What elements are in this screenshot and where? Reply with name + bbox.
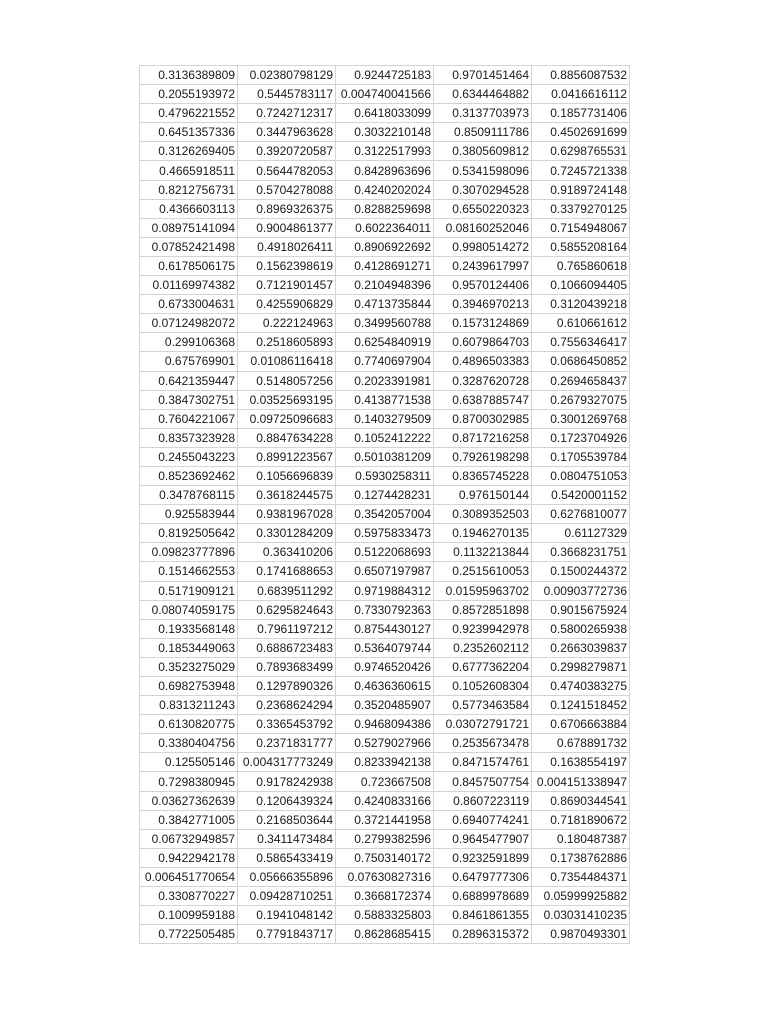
table-cell[interactable]: 0.4138771538	[336, 390, 434, 409]
table-cell[interactable]: 0.6344464882	[434, 85, 532, 104]
table-cell[interactable]: 0.2168503644	[238, 810, 336, 829]
table-cell[interactable]: 0.5930258311	[336, 466, 434, 485]
table-cell[interactable]: 0.9381967028	[238, 505, 336, 524]
table-cell[interactable]: 0.6298765531	[532, 142, 630, 161]
table-cell[interactable]: 0.5122068693	[336, 543, 434, 562]
table-row	[140, 352, 630, 371]
table-cell[interactable]: 0.07852421498	[140, 237, 238, 256]
table-cell[interactable]: 0.5364079744	[336, 638, 434, 657]
table-cell[interactable]: 0.1274428231	[336, 486, 434, 505]
table-cell[interactable]: 0.8628685415	[336, 925, 434, 944]
table-cell[interactable]: 0.61127329	[532, 524, 630, 543]
table-cell[interactable]: 0.6418033099	[336, 104, 434, 123]
table-cell[interactable]: 0.09428710251	[238, 887, 336, 906]
table-cell[interactable]: 0.6022364011	[336, 218, 434, 237]
table-cell[interactable]: 0.1638554197	[532, 753, 630, 772]
table-cell[interactable]: 0.2679327075	[532, 390, 630, 409]
table-cell[interactable]: 0.5773463584	[434, 696, 532, 715]
table-cell[interactable]: 0.3136389809	[140, 66, 238, 85]
table-cell[interactable]: 0.0416616112	[532, 85, 630, 104]
table-cell[interactable]: 0.6982753948	[140, 677, 238, 696]
table-cell[interactable]: 0.4366603113	[140, 199, 238, 218]
table-cell[interactable]: 0.9004861377	[238, 218, 336, 237]
table-cell[interactable]: 0.5420001152	[532, 486, 630, 505]
table-cell[interactable]: 0.004317773249	[238, 753, 336, 772]
table-cell[interactable]: 0.1241518452	[532, 696, 630, 715]
table-cell[interactable]: 0.2371831777	[238, 734, 336, 753]
table-cell[interactable]: 0.1941048142	[238, 906, 336, 925]
table-cell[interactable]: 0.1056696839	[238, 466, 336, 485]
table-cell[interactable]: 0.4636360615	[336, 677, 434, 696]
table-cell[interactable]: 0.7926198298	[434, 447, 532, 466]
table-cell[interactable]: 0.1741688653	[238, 562, 336, 581]
table-cell[interactable]: 0.03627362639	[140, 791, 238, 810]
table-cell[interactable]: 0.1514662553	[140, 562, 238, 581]
table-cell[interactable]: 0.4896503383	[434, 352, 532, 371]
table-cell[interactable]: 0.8906922692	[336, 237, 434, 256]
table-cell[interactable]: 0.6507197987	[336, 562, 434, 581]
table-row	[140, 486, 630, 505]
table-cell[interactable]: 0.08975141094	[140, 218, 238, 237]
table-cell[interactable]: 0.0686450852	[532, 352, 630, 371]
table-cell[interactable]: 0.3668231751	[532, 543, 630, 562]
table-cell[interactable]: 0.2518605893	[238, 333, 336, 352]
table-cell[interactable]: 0.0804751053	[532, 466, 630, 485]
table-cell[interactable]: 0.01169974382	[140, 276, 238, 295]
table-cell[interactable]: 0.3301284209	[238, 524, 336, 543]
table-cell[interactable]: 0.1009959188	[140, 906, 238, 925]
table-cell[interactable]: 0.07124982072	[140, 314, 238, 333]
table-cell[interactable]: 0.004151338947	[532, 772, 630, 791]
table-row	[140, 810, 630, 829]
table-cell[interactable]: 0.3805609812	[434, 142, 532, 161]
table-cell[interactable]: 0.2368624294	[238, 696, 336, 715]
table-cell[interactable]: 0.6254840919	[336, 333, 434, 352]
table-cell[interactable]: 0.9570124406	[434, 276, 532, 295]
table-row	[140, 390, 630, 409]
table-cell[interactable]: 0.3847302751	[140, 390, 238, 409]
table-row	[140, 753, 630, 772]
table-cell[interactable]: 0.7604221067	[140, 409, 238, 428]
table-cell[interactable]: 0.7330792363	[336, 600, 434, 619]
table-cell[interactable]: 0.6839511292	[238, 581, 336, 600]
table-cell[interactable]: 0.8313211243	[140, 696, 238, 715]
table-cell[interactable]: 0.5010381209	[336, 447, 434, 466]
table-cell[interactable]: 0.3379270125	[532, 199, 630, 218]
table-cell[interactable]: 0.8754430127	[336, 619, 434, 638]
table-cell[interactable]: 0.00903772736	[532, 581, 630, 600]
table-cell[interactable]: 0.3520485907	[336, 696, 434, 715]
table-cell[interactable]: 0.3411473484	[238, 829, 336, 848]
table-cell[interactable]: 0.9178242938	[238, 772, 336, 791]
table-cell[interactable]: 0.2455043223	[140, 447, 238, 466]
table-cell[interactable]: 0.8969326375	[238, 199, 336, 218]
table-cell[interactable]: 0.7556346417	[532, 333, 630, 352]
table-cell[interactable]: 0.7503140172	[336, 848, 434, 867]
table-cell[interactable]: 0.3308770227	[140, 887, 238, 906]
table-cell[interactable]: 0.5341598096	[434, 161, 532, 180]
table-cell[interactable]: 0.1723704926	[532, 428, 630, 447]
table-row	[140, 925, 630, 944]
table-cell[interactable]: 0.8847634228	[238, 428, 336, 447]
table-cell[interactable]: 0.2535673478	[434, 734, 532, 753]
table-cell[interactable]: 0.8991223567	[238, 447, 336, 466]
table-row	[140, 677, 630, 696]
table-row	[140, 505, 630, 524]
table-cell[interactable]: 0.3920720587	[238, 142, 336, 161]
table-cell[interactable]: 0.7722505485	[140, 925, 238, 944]
table-cell[interactable]: 0.6276810077	[532, 505, 630, 524]
table-cell[interactable]: 0.8509111786	[434, 123, 532, 142]
table-cell[interactable]: 0.4255906829	[238, 295, 336, 314]
table-cell[interactable]: 0.6295824643	[238, 600, 336, 619]
table-cell[interactable]: 0.1132213844	[434, 543, 532, 562]
table-cell[interactable]: 0.9015675924	[532, 600, 630, 619]
table-cell[interactable]: 0.8700302985	[434, 409, 532, 428]
table-cell[interactable]: 0.5800265938	[532, 619, 630, 638]
table-row	[140, 66, 630, 85]
table-cell[interactable]: 0.2352602112	[434, 638, 532, 657]
table-cell[interactable]: 0.6940774241	[434, 810, 532, 829]
table-cell[interactable]: 0.9645477907	[434, 829, 532, 848]
table-cell[interactable]: 0.1206439324	[238, 791, 336, 810]
table-cell[interactable]: 0.9244725183	[336, 66, 434, 85]
table-cell[interactable]: 0.08074059175	[140, 600, 238, 619]
table-cell[interactable]: 0.7961197212	[238, 619, 336, 638]
table-cell[interactable]: 0.6387885747	[434, 390, 532, 409]
table-cell[interactable]: 0.2998279871	[532, 657, 630, 676]
table-cell[interactable]: 0.7121901457	[238, 276, 336, 295]
table-cell[interactable]: 0.3137703973	[434, 104, 532, 123]
table-cell[interactable]: 0.1738762886	[532, 848, 630, 867]
table-cell[interactable]: 0.6550220323	[434, 199, 532, 218]
table-cell[interactable]: 0.723667508	[336, 772, 434, 791]
table-cell[interactable]: 0.363410206	[238, 543, 336, 562]
table-cell[interactable]: 0.03072791721	[434, 715, 532, 734]
table-cell[interactable]: 0.9719884312	[336, 581, 434, 600]
table-cell[interactable]: 0.4240833166	[336, 791, 434, 810]
table-row	[140, 848, 630, 867]
table-cell[interactable]: 0.3478768115	[140, 486, 238, 505]
table-cell[interactable]: 0.3542057004	[336, 505, 434, 524]
table-cell[interactable]: 0.3842771005	[140, 810, 238, 829]
table-row	[140, 180, 630, 199]
table-cell[interactable]: 0.8457507754	[434, 772, 532, 791]
table-cell[interactable]: 0.006451770654	[140, 867, 238, 886]
table-cell[interactable]: 0.1297890326	[238, 677, 336, 696]
table-cell[interactable]: 0.7181890672	[532, 810, 630, 829]
table-row	[140, 371, 630, 390]
table-row	[140, 142, 630, 161]
table-row	[140, 772, 630, 791]
table-cell[interactable]: 0.05999925882	[532, 887, 630, 906]
table-cell[interactable]: 0.2055193972	[140, 85, 238, 104]
table-cell[interactable]: 0.3365453792	[238, 715, 336, 734]
table-cell[interactable]: 0.3032210148	[336, 123, 434, 142]
table-cell[interactable]: 0.4665918511	[140, 161, 238, 180]
table-row	[140, 256, 630, 275]
table-cell[interactable]: 0.7298380945	[140, 772, 238, 791]
table-cell[interactable]: 0.6451357336	[140, 123, 238, 142]
table-cell[interactable]: 0.3070294528	[434, 180, 532, 199]
table-cell[interactable]: 0.3447963628	[238, 123, 336, 142]
table-cell[interactable]: 0.3946970213	[434, 295, 532, 314]
table-row	[140, 466, 630, 485]
table-cell[interactable]: 0.6479777306	[434, 867, 532, 886]
table-cell[interactable]: 0.5704278088	[238, 180, 336, 199]
table-cell[interactable]: 0.5865433419	[238, 848, 336, 867]
table-cell[interactable]: 0.5148057256	[238, 371, 336, 390]
table-cell[interactable]: 0.8428963696	[336, 161, 434, 180]
table-cell[interactable]: 0.6706663884	[532, 715, 630, 734]
table-cell[interactable]: 0.1853449063	[140, 638, 238, 657]
table-cell[interactable]: 0.5445783117	[238, 85, 336, 104]
table-cell[interactable]: 0.7893683499	[238, 657, 336, 676]
table-cell[interactable]: 0.1052608304	[434, 677, 532, 696]
table-row	[140, 409, 630, 428]
table-cell[interactable]: 0.8690344541	[532, 791, 630, 810]
table-body	[140, 66, 630, 944]
table-cell[interactable]: 0.3523275029	[140, 657, 238, 676]
table-cell[interactable]: 0.9239942978	[434, 619, 532, 638]
table-cell[interactable]: 0.3287620728	[434, 371, 532, 390]
table-cell[interactable]: 0.9870493301	[532, 925, 630, 944]
table-cell[interactable]: 0.3380404756	[140, 734, 238, 753]
table-cell[interactable]: 0.125505146	[140, 753, 238, 772]
table-row	[140, 867, 630, 886]
table-row	[140, 123, 630, 142]
table-cell[interactable]: 0.09725096683	[238, 409, 336, 428]
table-cell[interactable]: 0.6886723483	[238, 638, 336, 657]
table-row	[140, 524, 630, 543]
table-cell[interactable]: 0.222124963	[238, 314, 336, 333]
table-cell[interactable]: 0.01086116418	[238, 352, 336, 371]
table-cell[interactable]: 0.8192505642	[140, 524, 238, 543]
table-row	[140, 562, 630, 581]
table-cell[interactable]: 0.2439617997	[434, 256, 532, 275]
table-cell[interactable]: 0.1052412222	[336, 428, 434, 447]
table-cell[interactable]: 0.2799382596	[336, 829, 434, 848]
table-cell[interactable]: 0.1573124869	[434, 314, 532, 333]
table-cell[interactable]: 0.8572851898	[434, 600, 532, 619]
table-cell[interactable]: 0.7791843717	[238, 925, 336, 944]
table-row	[140, 218, 630, 237]
table-cell[interactable]: 0.765860618	[532, 256, 630, 275]
table-cell[interactable]: 0.9701451464	[434, 66, 532, 85]
table-cell[interactable]: 0.8212756731	[140, 180, 238, 199]
data-table	[139, 65, 630, 944]
table-cell[interactable]: 0.8607223119	[434, 791, 532, 810]
table-cell[interactable]: 0.8288259698	[336, 199, 434, 218]
table-cell[interactable]: 0.1705539784	[532, 447, 630, 466]
table-row	[140, 887, 630, 906]
table-cell[interactable]: 0.7242712317	[238, 104, 336, 123]
table-cell[interactable]: 0.1066094405	[532, 276, 630, 295]
table-cell[interactable]: 0.07630827316	[336, 867, 434, 886]
table-cell[interactable]: 0.3089352503	[434, 505, 532, 524]
table-row	[140, 638, 630, 657]
table-cell[interactable]: 0.610661612	[532, 314, 630, 333]
table-cell[interactable]: 0.4918026411	[238, 237, 336, 256]
table-row	[140, 447, 630, 466]
table-cell[interactable]: 0.2104948396	[336, 276, 434, 295]
table-row	[140, 906, 630, 925]
table-cell[interactable]: 0.2694658437	[532, 371, 630, 390]
table-row	[140, 199, 630, 218]
table-cell[interactable]: 0.9422942178	[140, 848, 238, 867]
table-cell[interactable]: 0.1562398619	[238, 256, 336, 275]
table-row	[140, 734, 630, 753]
table-cell[interactable]: 0.8357323928	[140, 428, 238, 447]
table-cell[interactable]: 0.675769901	[140, 352, 238, 371]
table-row	[140, 791, 630, 810]
table-cell[interactable]: 0.6777362204	[434, 657, 532, 676]
table-cell[interactable]: 0.5883325803	[336, 906, 434, 925]
table-cell[interactable]: 0.01595963702	[434, 581, 532, 600]
table-cell[interactable]: 0.3618244575	[238, 486, 336, 505]
table-cell[interactable]: 0.9189724148	[532, 180, 630, 199]
table-cell[interactable]: 0.4740383275	[532, 677, 630, 696]
table-cell[interactable]: 0.9746520426	[336, 657, 434, 676]
table-row	[140, 696, 630, 715]
table-cell[interactable]: 0.8523692462	[140, 466, 238, 485]
table-cell[interactable]: 0.4502691699	[532, 123, 630, 142]
table-cell[interactable]: 0.02380798129	[238, 66, 336, 85]
table-cell[interactable]: 0.2663039837	[532, 638, 630, 657]
table-cell[interactable]: 0.4128691271	[336, 256, 434, 275]
table-cell[interactable]: 0.2896315372	[434, 925, 532, 944]
table-cell[interactable]: 0.6130820775	[140, 715, 238, 734]
table-cell[interactable]: 0.5644782053	[238, 161, 336, 180]
table-row	[140, 829, 630, 848]
table-cell[interactable]: 0.3668172374	[336, 887, 434, 906]
table-cell[interactable]: 0.5171909121	[140, 581, 238, 600]
table-row	[140, 276, 630, 295]
table-cell[interactable]: 0.6178506175	[140, 256, 238, 275]
table-row	[140, 600, 630, 619]
table-cell[interactable]: 0.678891732	[532, 734, 630, 753]
table-row	[140, 619, 630, 638]
table-cell[interactable]: 0.6079864703	[434, 333, 532, 352]
table-cell[interactable]: 0.3499560788	[336, 314, 434, 333]
table-row	[140, 581, 630, 600]
table-row	[140, 104, 630, 123]
table-cell[interactable]: 0.1933568148	[140, 619, 238, 638]
table-cell[interactable]: 0.5855208164	[532, 237, 630, 256]
table-cell[interactable]: 0.7245721338	[532, 161, 630, 180]
table-cell[interactable]: 0.2515610053	[434, 562, 532, 581]
table-cell[interactable]: 0.5279027966	[336, 734, 434, 753]
table-cell[interactable]: 0.8471574761	[434, 753, 532, 772]
table-row	[140, 314, 630, 333]
table-cell[interactable]: 0.9468094386	[336, 715, 434, 734]
table-cell[interactable]: 0.09823777896	[140, 543, 238, 562]
table-cell[interactable]: 0.1857731406	[532, 104, 630, 123]
table-cell[interactable]: 0.9980514272	[434, 237, 532, 256]
table-cell[interactable]: 0.1500244372	[532, 562, 630, 581]
table-cell[interactable]: 0.1403279509	[336, 409, 434, 428]
table-row	[140, 161, 630, 180]
table-row	[140, 657, 630, 676]
table-cell[interactable]: 0.2023391981	[336, 371, 434, 390]
table-cell[interactable]: 0.03525693195	[238, 390, 336, 409]
table-cell[interactable]: 0.8856087532	[532, 66, 630, 85]
table-cell[interactable]: 0.6889978689	[434, 887, 532, 906]
table-cell[interactable]: 0.1946270135	[434, 524, 532, 543]
table-cell[interactable]: 0.299106368	[140, 333, 238, 352]
table-cell[interactable]: 0.8233942138	[336, 753, 434, 772]
table-row	[140, 715, 630, 734]
table-cell[interactable]: 0.08160252046	[434, 218, 532, 237]
table-cell[interactable]: 0.925583944	[140, 505, 238, 524]
table-cell[interactable]: 0.8717216258	[434, 428, 532, 447]
table-cell[interactable]: 0.4713735844	[336, 295, 434, 314]
table-cell[interactable]: 0.976150144	[434, 486, 532, 505]
table-row	[140, 428, 630, 447]
table-row	[140, 85, 630, 104]
table-cell[interactable]: 0.8461861355	[434, 906, 532, 925]
table-cell[interactable]: 0.03031410235	[532, 906, 630, 925]
table-cell[interactable]: 0.004740041566	[336, 85, 434, 104]
table-cell[interactable]: 0.9232591899	[434, 848, 532, 867]
table-cell[interactable]: 0.6421359447	[140, 371, 238, 390]
table-cell[interactable]: 0.4796221552	[140, 104, 238, 123]
table-cell[interactable]: 0.7740697904	[336, 352, 434, 371]
table-row	[140, 295, 630, 314]
table-cell[interactable]: 0.7154948067	[532, 218, 630, 237]
table-cell[interactable]: 0.5975833473	[336, 524, 434, 543]
table-cell[interactable]: 0.7354484371	[532, 867, 630, 886]
table-row	[140, 543, 630, 562]
table-cell[interactable]: 0.180487387	[532, 829, 630, 848]
table-cell[interactable]: 0.05666355896	[238, 867, 336, 886]
table-row	[140, 333, 630, 352]
table-row	[140, 237, 630, 256]
table-cell[interactable]: 0.3001269768	[532, 409, 630, 428]
table-cell[interactable]: 0.06732949857	[140, 829, 238, 848]
table-cell[interactable]: 0.3126269405	[140, 142, 238, 161]
table-cell[interactable]: 0.3122517993	[336, 142, 434, 161]
table-cell[interactable]: 0.8365745228	[434, 466, 532, 485]
table-cell[interactable]: 0.3721441958	[336, 810, 434, 829]
table-cell[interactable]: 0.3120439218	[532, 295, 630, 314]
table-cell[interactable]: 0.4240202024	[336, 180, 434, 199]
table-cell[interactable]: 0.6733004631	[140, 295, 238, 314]
